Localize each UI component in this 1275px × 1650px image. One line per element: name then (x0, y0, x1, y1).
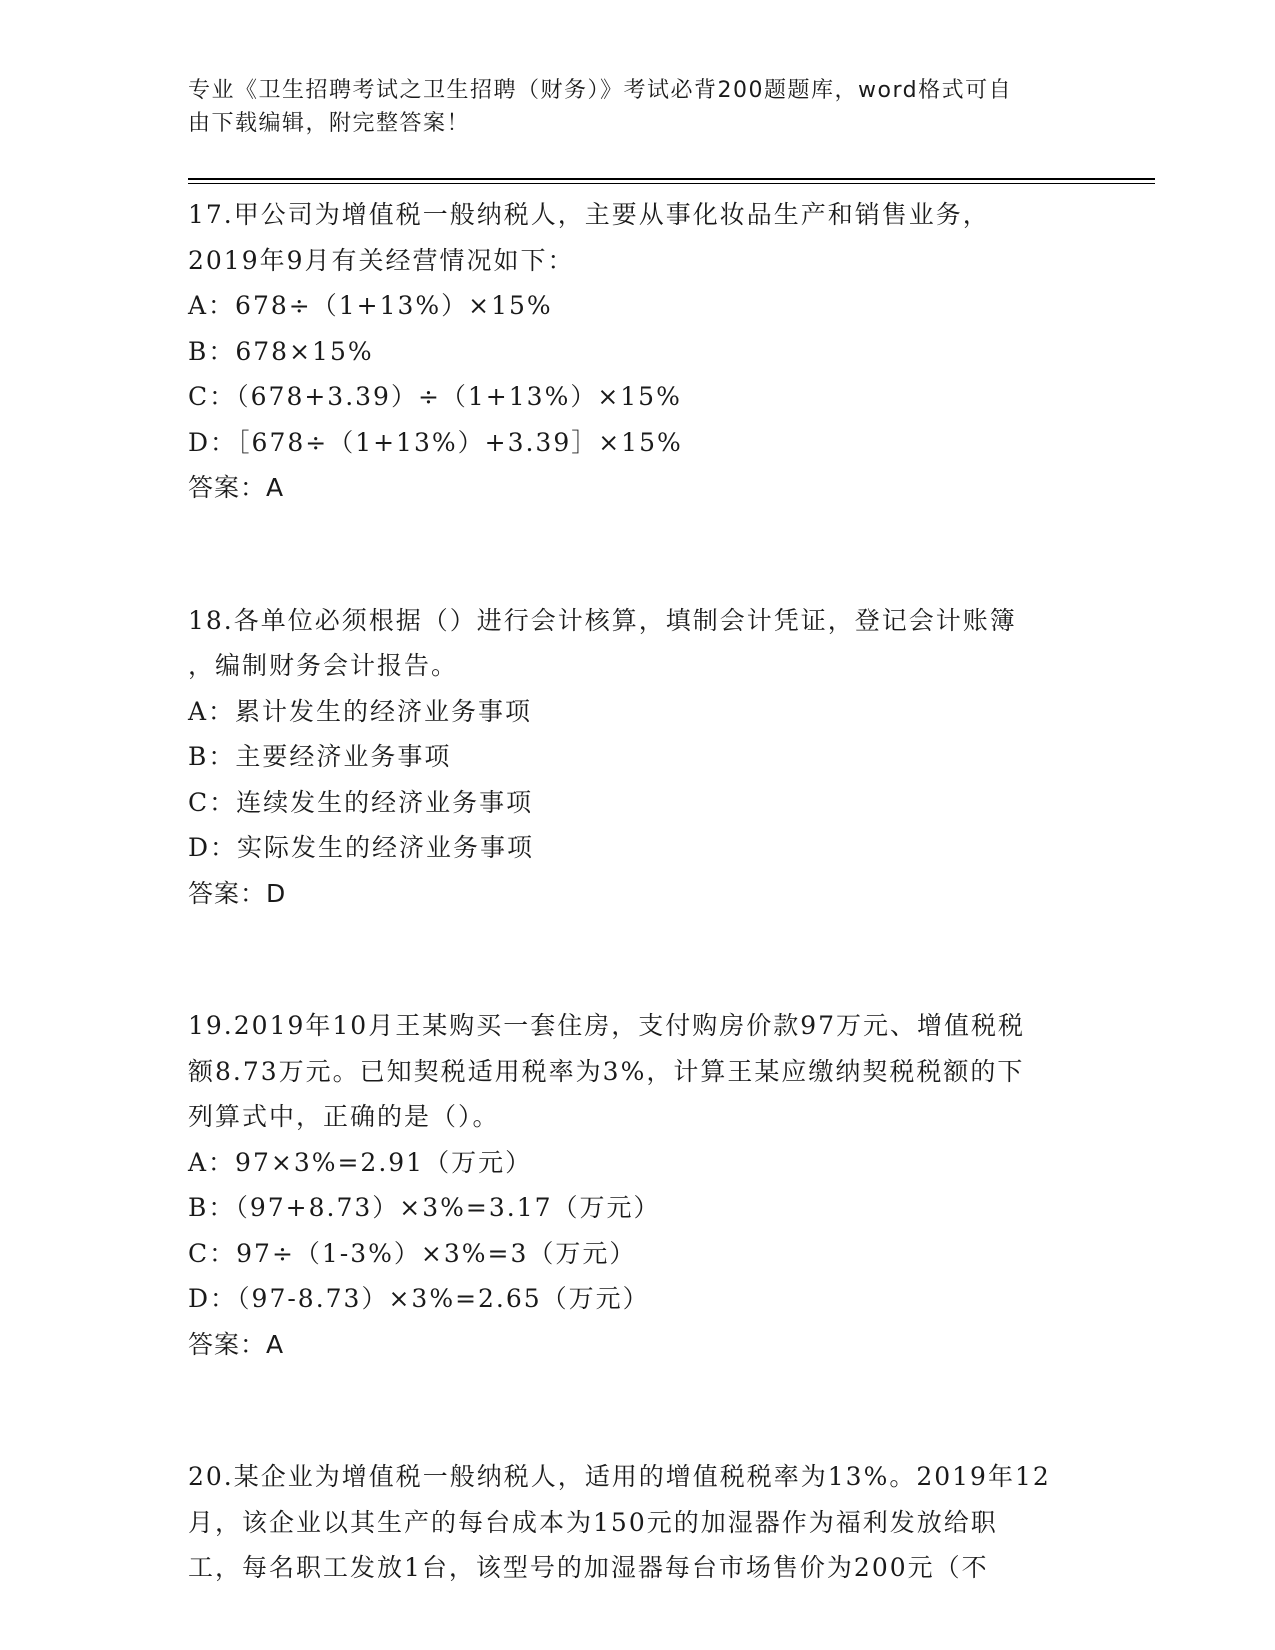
header-divider (188, 178, 1155, 180)
option-a: A：97×3%=2.91（万元） (188, 1147, 533, 1177)
option-c: C：（678+3.39）÷（1+13%）×15% (188, 382, 682, 411)
answer-line: 答案：A (188, 473, 285, 502)
option-d: D：实际发生的经济业务事项 (188, 833, 535, 862)
option-b: B：主要经济业务事项 (188, 742, 452, 771)
header-divider-thin (188, 183, 1155, 184)
document-header (188, 74, 1088, 140)
question-stem: ，编制财务会计报告。 (188, 651, 459, 680)
header-line-2: 由下载编辑，附完整答案！ (188, 111, 471, 136)
option-c: C：97÷（1-3%）×3%=3（万元） (188, 1238, 637, 1268)
answer-line: 答案：A (188, 1329, 285, 1359)
question-19 (188, 1003, 1108, 1367)
question-stem: 19.2019年10月王某购买一套住房，支付购房价款97万元、增值税税 (188, 1011, 1026, 1040)
question-stem: 18.各单位必须根据（）进行会计核算，填制会计凭证，登记会计账簿 (188, 605, 1017, 635)
question-stem: 列算式中，正确的是（）。 (188, 1102, 500, 1131)
option-c: C：连续发生的经济业务事项 (188, 787, 534, 817)
option-a: A：累计发生的经济业务事项 (188, 696, 533, 726)
question-stem: 17.甲公司为增值税一般纳税人，主要从事化妆品生产和销售业务， (188, 200, 990, 229)
question-list (188, 192, 1108, 1591)
option-b: B：678×15% (188, 336, 374, 366)
question-stem: 工，每名职工发放1台，该型号的加湿器每台市场售价为200元（不 (188, 1553, 989, 1582)
question-stem: 额8.73万元。已知契税适用税率为3%，计算王某应缴纳契税税额的下 (188, 1056, 1025, 1086)
question-stem: 月，该企业以其生产的每台成本为150元的加湿器作为福利发放给职 (188, 1507, 998, 1537)
option-b: B：（97+8.73）×3%=3.17（万元） (188, 1193, 661, 1222)
header-line-1: 专业《卫生招聘考试之卫生招聘（财务）》考试必背200题题库，word格式可自 (188, 78, 1013, 103)
question-18 (188, 598, 1108, 917)
option-a: A：678÷（1+13%）×15% (188, 291, 553, 320)
question-stem: 2019年9月有关经营情况如下： (188, 245, 575, 275)
answer-line: 答案：D (188, 878, 287, 908)
question-17 (188, 192, 1108, 511)
option-d: D：［678÷（1+13%）+3.39］×15% (188, 427, 683, 457)
question-20 (188, 1454, 1108, 1591)
option-d: D：（97-8.73）×3%=2.65（万元） (188, 1284, 650, 1313)
question-stem: 20.某企业为增值税一般纳税人，适用的增值税税率为13%。2019年12 (188, 1462, 1051, 1491)
